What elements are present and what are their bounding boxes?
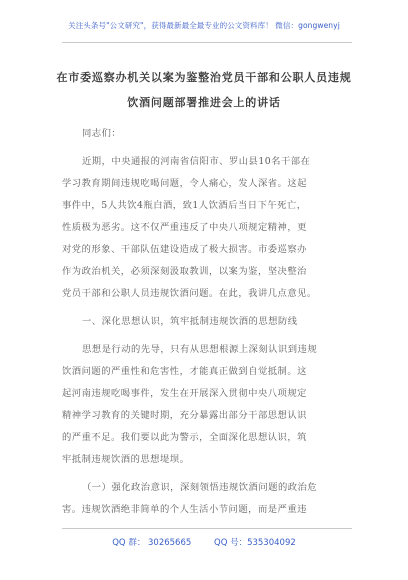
salutation: 同志们： xyxy=(82,128,122,139)
footer-qq-group: QQ 群： 30265665 xyxy=(112,538,192,548)
subsection-line: （一）强化政治意识，深刻领悟违规饮酒问题的政治危 xyxy=(82,482,318,493)
document-title-line-1: 在市委巡察办机关以案为鉴整治党员干部和公职人员违规 xyxy=(56,71,352,84)
body-line: 精神学习教育的关键时期，充分暴露出部分干部思想认识 xyxy=(62,410,307,421)
body-line: 事件中，5人共饮4瓶白酒，致1人饮酒后当日下午死亡， xyxy=(62,200,307,211)
body-line: 害。违规饮酒绝非简单的个人生活小节问题，而是严重违 xyxy=(62,504,307,515)
document-title-line-2: 饮酒问题部署推进会上的讲话 xyxy=(127,96,281,109)
section-heading: 一、深化思想认识，筑牢抵制违规饮酒的思想防线 xyxy=(82,316,298,327)
bottom-divider xyxy=(62,528,352,529)
body-line: 对党的形象、干部队伍建设造成了极大损害。市委巡察办 xyxy=(62,244,307,255)
body-line: 作为政治机关，必须深刻汲取教训，以案为鉴，坚决整治 xyxy=(62,266,307,277)
body-line: 近期，中央通报的河南省信阳市、罗山县10名干部在 xyxy=(82,156,311,167)
footer-contact xyxy=(0,536,408,548)
footer-qq-number: QQ 号：535304092 xyxy=(214,538,296,548)
body-line: 饮酒问题的严重性和危害性，才能真正做到自觉抵制。这 xyxy=(62,366,307,377)
top-banner: 关注头条号"公文研究"，获得最新最全最专业的公文资料库！ 微信：gongwenyj xyxy=(68,21,340,30)
body-line: 起河南违规吃喝事件，发生在开展深入贯彻中央八项规定 xyxy=(62,388,307,399)
body-line: 性质极为恶劣。这不仅严重违反了中央八项规定精神，更 xyxy=(62,222,307,233)
body-line: 牢抵制违规饮酒的思想堤坝。 xyxy=(62,454,190,465)
body-line: 思想是行动的先导，只有从思想根源上深刻认识到违规 xyxy=(82,344,318,355)
body-line: 党员干部和公职人员违规饮酒问题。在此，我讲几点意见。 xyxy=(62,288,317,299)
top-divider xyxy=(62,42,352,43)
body-line: 学习教育期间违规吃喝问题，令人痛心，发人深省。这起 xyxy=(62,178,307,189)
body-line: 的严重不足。我们要以此为警示，全面深化思想认识，筑 xyxy=(62,432,307,443)
